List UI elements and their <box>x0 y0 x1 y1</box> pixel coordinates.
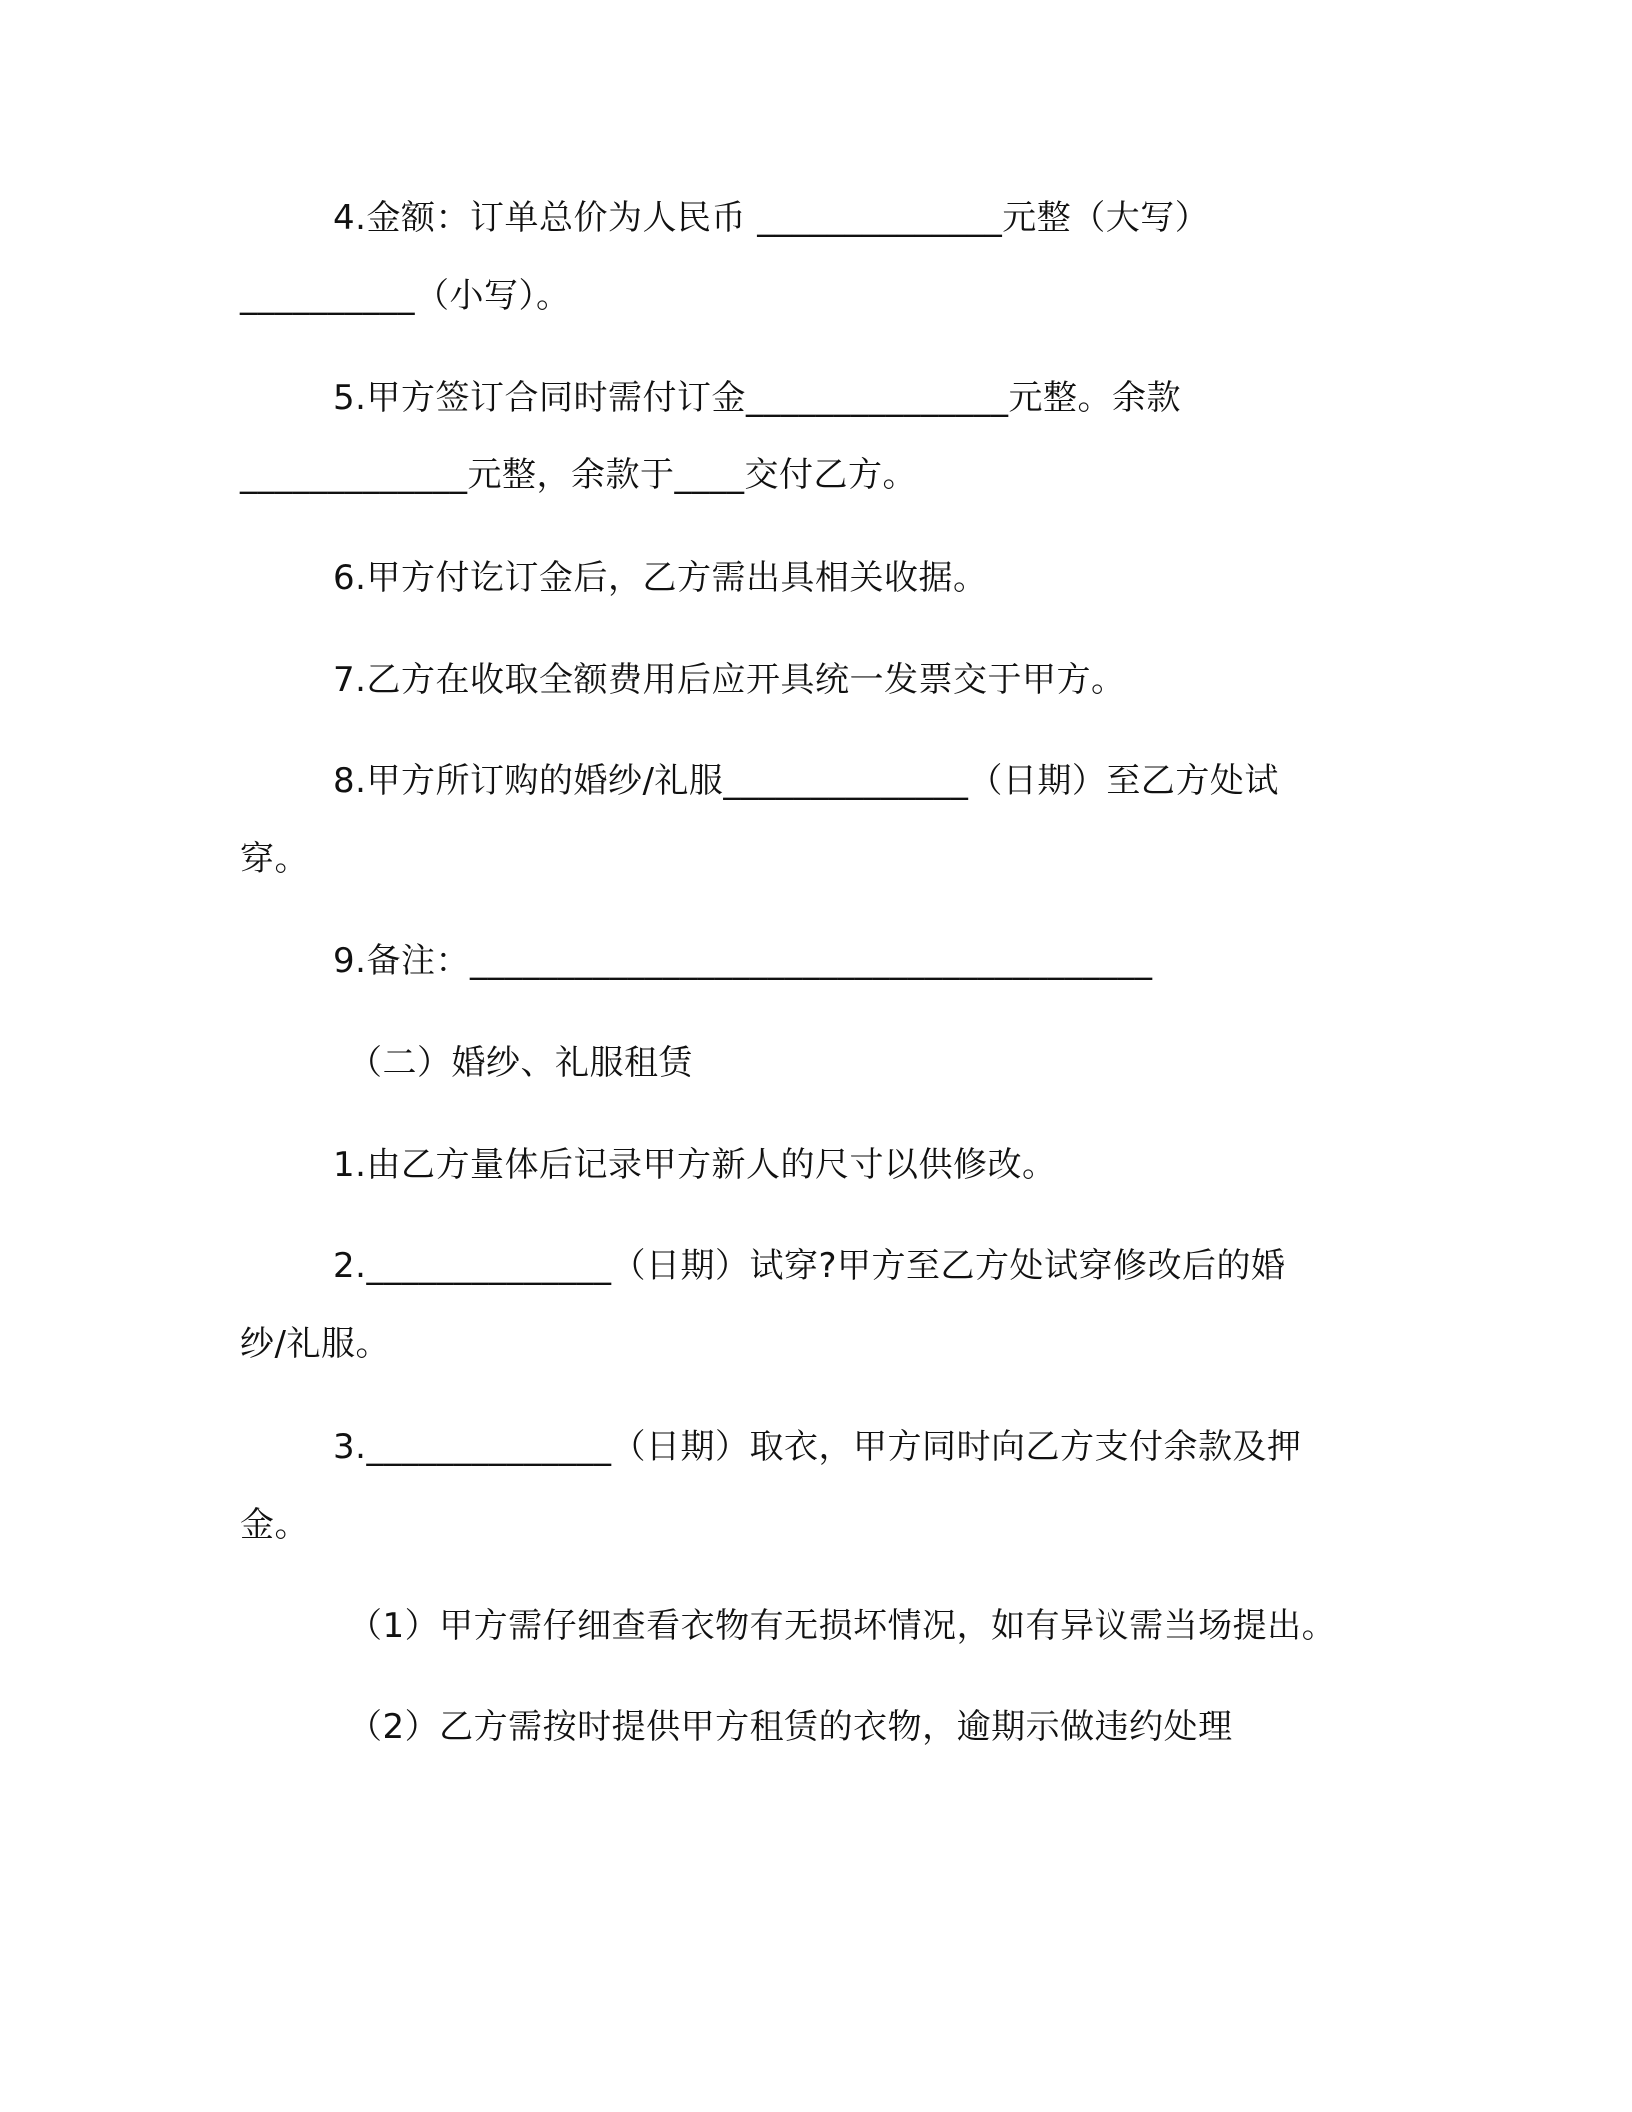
clause-8-fitting: 8.甲方所订购的婚纱/礼服______________（日期）至乙方处试 <box>333 761 1279 801</box>
clause-4-amount-cont: __________（小写）。 <box>240 276 571 316</box>
rental-clause-3: 3.______________（日期）取衣，甲方同时向乙方支付余款及押 <box>333 1427 1302 1467</box>
rental-clause-2: 2.______________（日期）试穿?甲方至乙方处试穿修改后的婚 <box>333 1246 1286 1286</box>
rental-clause-1: 1.由乙方量体后记录甲方新人的尺寸以供修改。 <box>333 1145 1057 1185</box>
clause-8-fitting-cont: 穿。 <box>240 839 309 879</box>
clause-6-receipt: 6.甲方付讫订金后，乙方需出具相关收据。 <box>333 558 988 598</box>
clause-9-remarks: 9.备注：_______________________________________ <box>333 941 1153 981</box>
rental-clause-3-cont: 金。 <box>240 1505 309 1545</box>
clause-5-deposit-cont: _____________元整，余款于____交付乙方。 <box>240 455 917 495</box>
rental-clause-2-cont: 纱/礼服。 <box>240 1324 390 1364</box>
clause-4-amount: 4.金额：订单总价为人民币 ______________元整（大写） <box>333 198 1210 238</box>
rental-subclause-1: （1）甲方需仔细查看衣物有无损坏情况，如有异议需当场提出。 <box>348 1606 1337 1646</box>
rental-subclause-2: （2）乙方需按时提供甲方租赁的衣物，逾期示做违约处理 <box>348 1707 1233 1747</box>
clause-5-deposit: 5.甲方签订合同时需付订金_______________元整。余款 <box>333 378 1181 418</box>
section-2-heading: （二）婚纱、礼服租赁 <box>348 1043 693 1083</box>
clause-7-invoice: 7.乙方在收取全额费用后应开具统一发票交于甲方。 <box>333 660 1126 700</box>
